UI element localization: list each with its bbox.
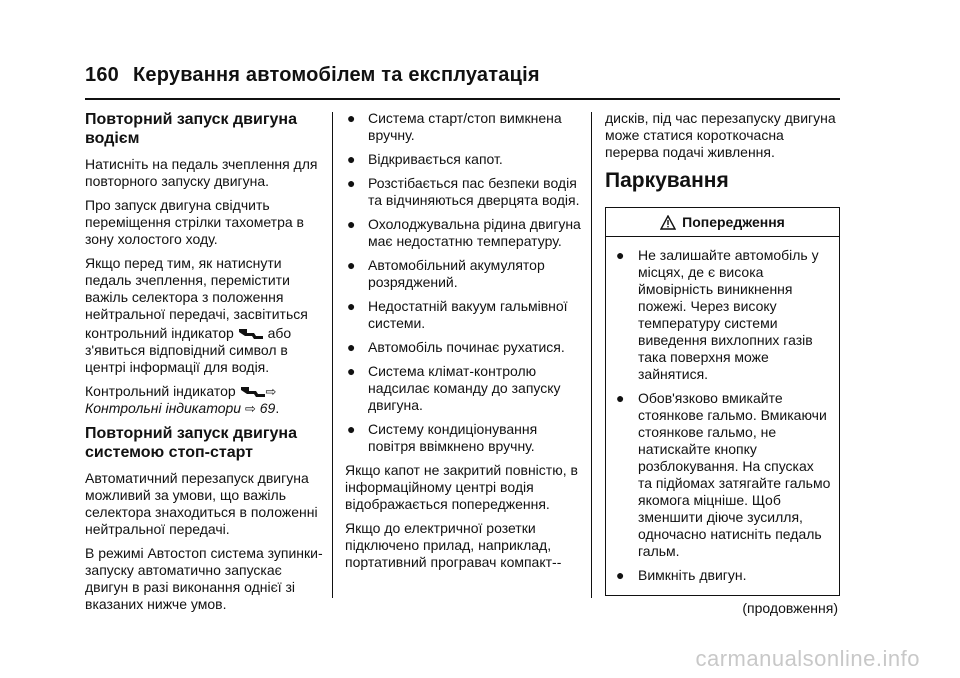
gear-shift-indicator-icon — [240, 386, 266, 398]
list-item-text: Система клімат-контролю надсилає команду до запуску двигуна. — [368, 363, 561, 413]
column-2 — [345, 110, 583, 578]
list-item-text: Обов'язково вмикайте стоянкове гальмо. Вмикаючи стоянкове гальмо, не натискайте кнопку розблокування. На спусках та підйомах затягайте гальмо якомога міцніше. Щоб зменшити діюче зусилля, одночасно натисніть педаль гальм. — [638, 390, 831, 559]
paragraph: Автоматичний перезапуск двигуна можливий за умови, що важіль селектора знаходиться в положенні нейтральної передачі. — [85, 470, 318, 537]
warning-box — [605, 207, 840, 596]
list-item — [614, 567, 831, 584]
bullet-icon: ● — [347, 175, 356, 191]
bullet-icon: ● — [347, 257, 356, 273]
paragraph: В режимі Автостоп система зупинки-запуску автоматично запускає двигун в разі виконання однієї зі вказаних нижче умов. — [85, 545, 323, 612]
bullet-icon: ● — [347, 421, 356, 437]
section-title: Керування автомобілем та експлуатація — [132, 64, 540, 86]
paragraph: Якщо капот не закритий повністю, в інформаційному центрі водія відображається попередження. — [345, 462, 578, 512]
bullet-icon: ● — [616, 247, 625, 263]
list-item-text: Систему кондиціонування повітря ввімкнено вручну. — [368, 421, 538, 454]
column-3 — [605, 110, 840, 617]
list-item — [345, 339, 583, 356]
reference-arrow-icon: ⇨ — [265, 384, 277, 399]
gear-shift-indicator-icon — [238, 328, 264, 340]
column-1 — [85, 110, 323, 620]
list-item — [345, 110, 583, 144]
list-item-text: Розстібається пас безпеки водія та відчиняються дверцята водія. — [368, 175, 580, 208]
paragraph: Якщо перед тим, як натиснути педаль зчеплення, перемістити важіль селектора з положення нейтральної передачі, засвітиться — [85, 255, 308, 322]
list-item-text: Охолоджувальна рідина двигуна має недостатню температуру. — [368, 216, 581, 249]
paragraph: Про запуск двигуна свідчить переміщення стрілки тахометра в зону холостого ходу. — [85, 197, 304, 247]
heading-stop-start-restart: Повторний запуск двигуна системою стоп-старт — [85, 425, 297, 461]
bullet-icon: ● — [347, 339, 356, 355]
restart-conditions-list — [345, 110, 583, 455]
list-item-text: Система старт/стоп вимкнена вручну. — [368, 110, 562, 143]
warning-title: Попередження — [682, 214, 785, 230]
list-item — [345, 363, 583, 414]
list-item — [345, 175, 583, 209]
bullet-icon: ● — [347, 298, 356, 314]
cross-reference[interactable]: Контрольні індикатори — [85, 400, 242, 416]
heading-driver-restart: Повторний запуск двигуна водієм — [85, 111, 297, 147]
list-item-text: Автомобільний акумулятор розряджений. — [368, 257, 545, 290]
warning-header — [606, 208, 839, 237]
bullet-icon: ● — [347, 216, 356, 232]
paragraph: Контрольний індикатор ⇨ Контрольні індикатори ⇨ 69. — [85, 383, 280, 416]
header-rule — [85, 98, 840, 100]
continued-note: (продовження) — [742, 600, 838, 616]
bullet-icon: ● — [616, 567, 625, 583]
paragraph: дисків, під час перезапуску двигуна може статися короткочасна перерва подачі живлення. — [605, 110, 836, 160]
page-header — [85, 64, 540, 87]
watermark: carmanualsonline.info — [695, 646, 920, 671]
list-item — [345, 421, 583, 455]
bullet-icon: ● — [347, 110, 356, 126]
paragraph: контрольний індикатор або з'явиться відповідний символ в центрі інформації для водія. — [85, 325, 292, 375]
list-item-text: Вимкніть двигун. — [638, 567, 747, 583]
list-item — [614, 247, 831, 383]
list-item-text: Не залишайте автомобіль у місцях, де є висока ймовірність виникнення пожежі. Через високу температуру системи виведення вихлопних газів така поверхня може зайнятися. — [638, 247, 819, 382]
heading-parking: Паркування — [605, 169, 729, 192]
list-item — [614, 390, 831, 560]
list-item-text: Недостатній вакуум гальмівної системи. — [368, 298, 568, 331]
paragraph: Якщо до електричної розетки підключено прилад, наприклад, портативний програвач компакт-- — [345, 520, 562, 570]
column-divider — [591, 112, 592, 598]
reference-arrow-icon: ⇨ — [244, 401, 256, 416]
reference-page[interactable]: 69 — [259, 400, 276, 416]
bullet-icon: ● — [616, 390, 625, 406]
list-item-text: Відкривається капот. — [368, 151, 503, 167]
list-item — [345, 257, 583, 291]
list-item-text: Автомобіль починає рухатися. — [368, 339, 565, 355]
warning-triangle-icon — [660, 215, 676, 230]
warning-list — [614, 247, 831, 584]
page-number: 160 — [85, 64, 119, 86]
bullet-icon: ● — [347, 363, 356, 379]
paragraph: Натисніть на педаль зчеплення для повторного запуску двигуна. — [85, 156, 318, 189]
list-item — [345, 151, 583, 168]
column-divider — [332, 112, 333, 598]
list-item — [345, 298, 583, 332]
list-item — [345, 216, 583, 250]
bullet-icon: ● — [347, 151, 356, 167]
